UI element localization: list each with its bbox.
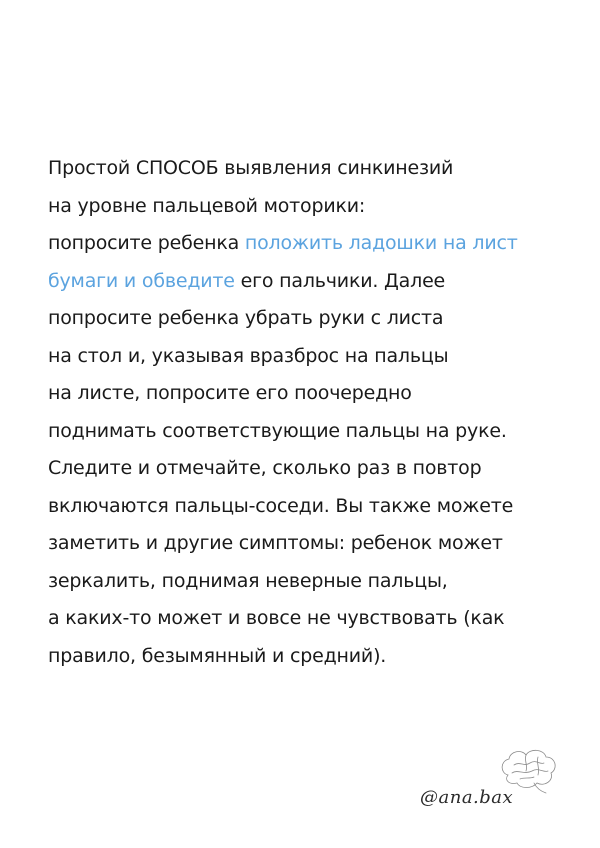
text-line <box>48 225 578 263</box>
author-signature: @ana.bax <box>420 787 514 808</box>
text-line <box>48 450 578 488</box>
text-segment: включаются пальцы-соседи. Вы также можете <box>48 494 514 517</box>
highlighted-text: положить ладошки на лист <box>244 232 518 254</box>
text-line <box>48 375 578 413</box>
text-segment: на уровне пальцевой моторики: <box>48 194 366 217</box>
text-line <box>48 600 578 638</box>
text-segment: его пальчики. Далее <box>234 269 446 292</box>
text-segment: правило, безымянный и средний). <box>48 644 387 667</box>
text-line <box>48 188 578 226</box>
text-line <box>48 300 578 338</box>
body-text <box>48 150 578 675</box>
text-line <box>48 150 578 188</box>
text-segment: на стол и, указывая вразброс на пальцы <box>48 344 449 367</box>
text-segment: а каких-то может и вовсе не чувствовать (как <box>48 607 505 629</box>
highlighted-text: бумаги и обведите <box>48 269 235 292</box>
text-segment: зеркалить, поднимая неверные пальцы, <box>48 569 448 592</box>
text-segment: поднимать соответствующие пальцы на руке. <box>48 419 507 442</box>
text-line <box>48 638 578 676</box>
text-segment: попросите ребенка убрать руки с листа <box>48 307 444 329</box>
text-line <box>48 263 578 301</box>
text-line <box>48 338 578 376</box>
text-segment: заметить и другие симптомы: ребенок может <box>48 532 503 554</box>
text-line <box>48 525 578 563</box>
text-line <box>48 413 578 451</box>
text-segment: Простой СПОСОБ выявления синкинезий <box>48 157 454 179</box>
text-segment: на листе, попросите его поочередно <box>48 382 412 404</box>
text-segment: Следите и отмечайте, сколько раз в повтор <box>48 457 482 479</box>
text-segment: попросите ребенка <box>48 232 245 254</box>
text-line <box>48 488 578 526</box>
text-line <box>48 563 578 601</box>
